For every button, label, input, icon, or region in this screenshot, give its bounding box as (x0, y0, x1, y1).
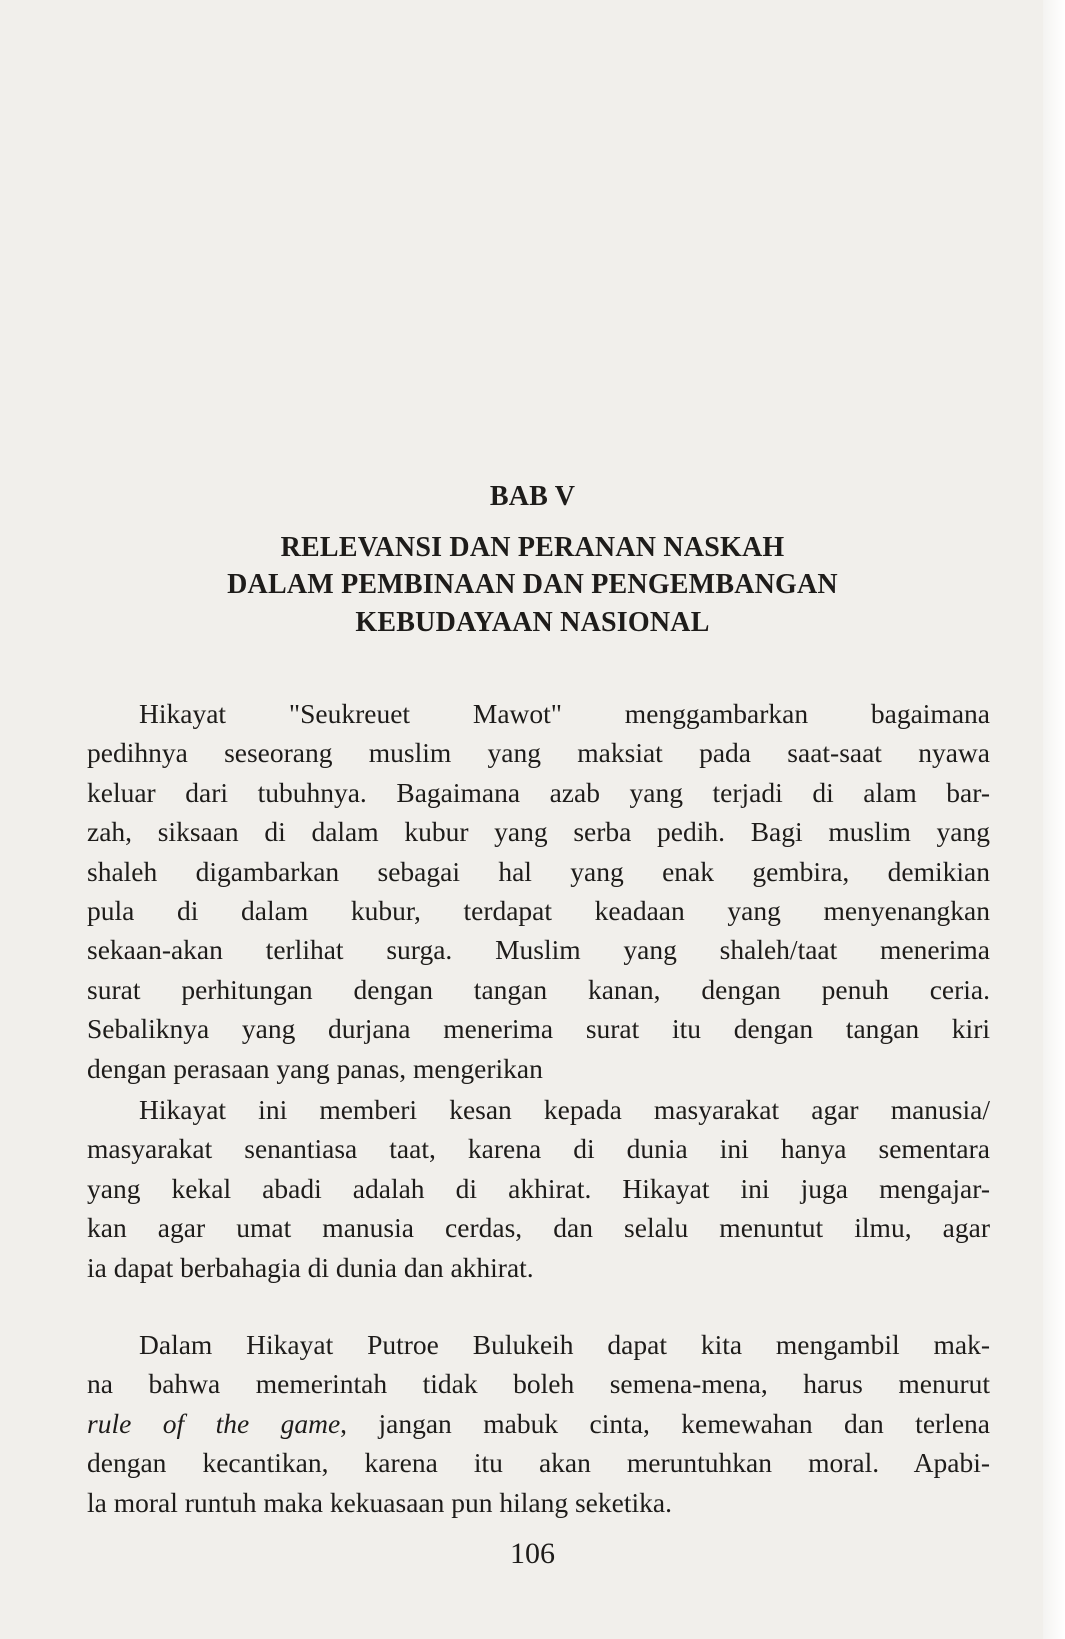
paragraph-line: kan agar umat manusia cerdas, dan selalu menuntut ilmu, agar (87, 1212, 990, 1244)
paragraph-line: yang kekal abadi adalah di akhirat. Hikayat ini juga mengajar- (87, 1172, 990, 1204)
italic-phrase: rule of the game (87, 1407, 341, 1439)
paragraph-line: na bahwa memerintah tidak boleh semena-mena, harus menurut (87, 1368, 990, 1400)
paragraph-line: shaleh digambarkan sebagai hal yang enak gembira, demikian (87, 855, 990, 887)
paragraph-line: pula di dalam kubur, terdapat keadaan yang menyenangkan (87, 894, 990, 926)
paragraph-line: surat perhitungan dengan tangan kanan, dengan penuh ceria. (87, 973, 990, 1005)
paragraph-3 (87, 1325, 990, 1522)
bleed-through-texture (80, 95, 980, 407)
paragraph-line: dengan kecantikan, karena itu akan meruntuhkan moral. Apabi- (87, 1447, 990, 1479)
paragraph-line: la moral runtuh maka kekuasaan pun hilang seketika. (87, 1486, 672, 1518)
page-edge (1043, 0, 1065, 1639)
paragraph-line: sekaan-akan terlihat surga. Muslim yang shaleh/taat menerima (87, 934, 990, 966)
paragraph-line: Hikayat ini memberi kesan kepada masyarakat agar manusia/ (139, 1094, 990, 1125)
paragraph-line: keluar dari tubuhnya. Bagaimana azab yang terjadi di alam bar- (87, 776, 990, 808)
paragraph-line-rest: , jangan mabuk cinta, kemewahan dan terlena (340, 1407, 990, 1439)
paragraph-line: Dalam Hikayat Putroe Bulukeih dapat kita mengambil mak- (139, 1329, 990, 1360)
paragraph-line-with-italic (87, 1404, 990, 1443)
chapter-title-line-3: KEBUDAYAAN NASIONAL (355, 607, 710, 638)
paragraph-line: Sebaliknya yang durjana menerima surat itu dengan tangan kiri (87, 1013, 990, 1045)
paragraph-line: dengan perasaan yang panas, mengerikan (87, 1052, 543, 1084)
paragraph-line: ia dapat berbahagia di dunia dan akhirat. (87, 1251, 534, 1283)
page-number: 106 (510, 1537, 555, 1570)
paragraph-2 (87, 1090, 990, 1287)
paragraph-line: masyarakat senantiasa taat, karena di dunia ini hanya sementara (87, 1133, 990, 1165)
chapter-title-line-2: DALAM PEMBINAAN DAN PENGEMBANGAN (227, 569, 838, 600)
paragraph-1 (87, 694, 990, 1088)
paragraph-line: Hikayat "Seukreuet Mawot" menggambarkan bagaimana (139, 698, 990, 729)
paragraph-line: zah, siksaan di dalam kubur yang serba pedih. Bagi muslim yang (87, 816, 990, 848)
chapter-title-line-1: RELEVANSI DAN PERANAN NASKAH (280, 532, 785, 563)
paragraph-line: pedihnya seseorang muslim yang maksiat pada saat-saat nyawa (87, 737, 990, 769)
chapter-label: BAB V (489, 481, 576, 512)
